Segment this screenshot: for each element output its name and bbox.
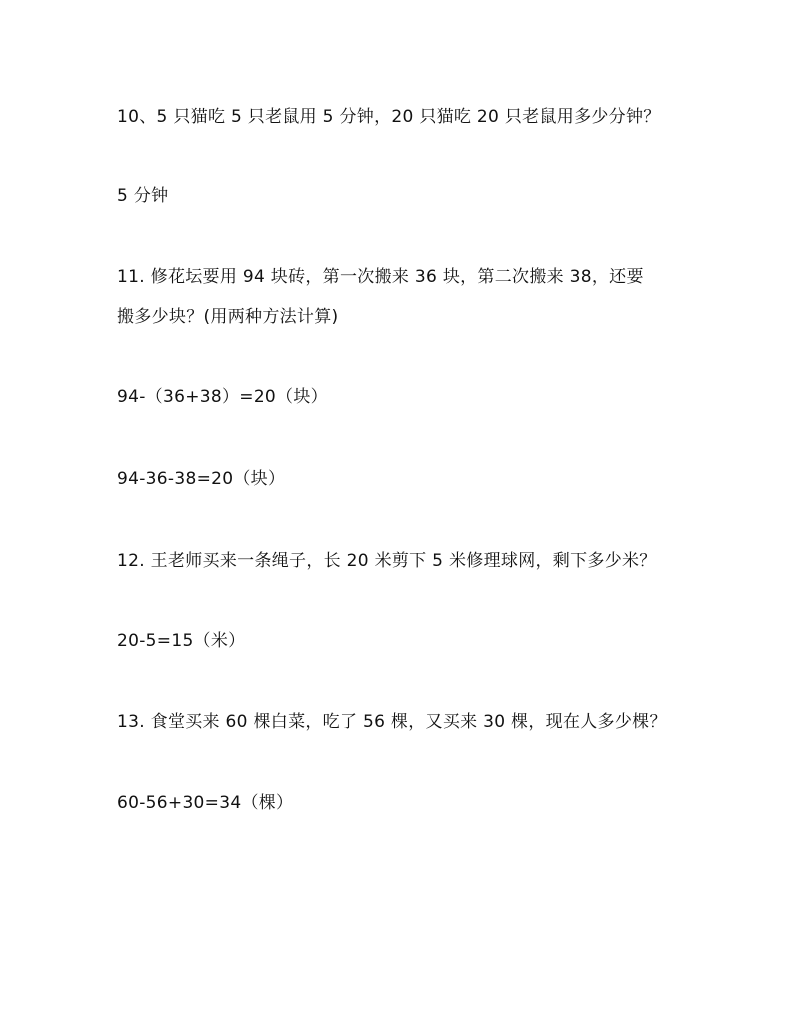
answer-11-method-2: 94-36-38=20（块） bbox=[117, 469, 286, 489]
answer-12: 20-5=15（米） bbox=[117, 631, 246, 651]
answer-11-method-1: 94-（36+38）=20（块） bbox=[117, 387, 328, 407]
question-10: 10、5 只猫吃 5 只老鼠用 5 分钟，20 只猫吃 20 只老鼠用多少分钟？ bbox=[117, 107, 661, 127]
question-13: 13. 食堂买来 60 棵白菜，吃了 56 棵，又买来 30 棵，现在人多少棵？ bbox=[117, 712, 667, 732]
question-12: 12. 王老师买来一条绳子，长 20 米剪下 5 米修理球网，剩下多少米？ bbox=[117, 551, 657, 571]
question-11-line-1: 11. 修花坛要用 94 块砖，第一次搬来 36 块，第二次搬来 38，还要 bbox=[117, 267, 644, 287]
answer-10: 5 分钟 bbox=[117, 186, 169, 206]
answer-13: 60-56+30=34（棵） bbox=[117, 793, 294, 813]
question-11-line-2: 搬多少块？(用两种方法计算) bbox=[117, 307, 339, 327]
